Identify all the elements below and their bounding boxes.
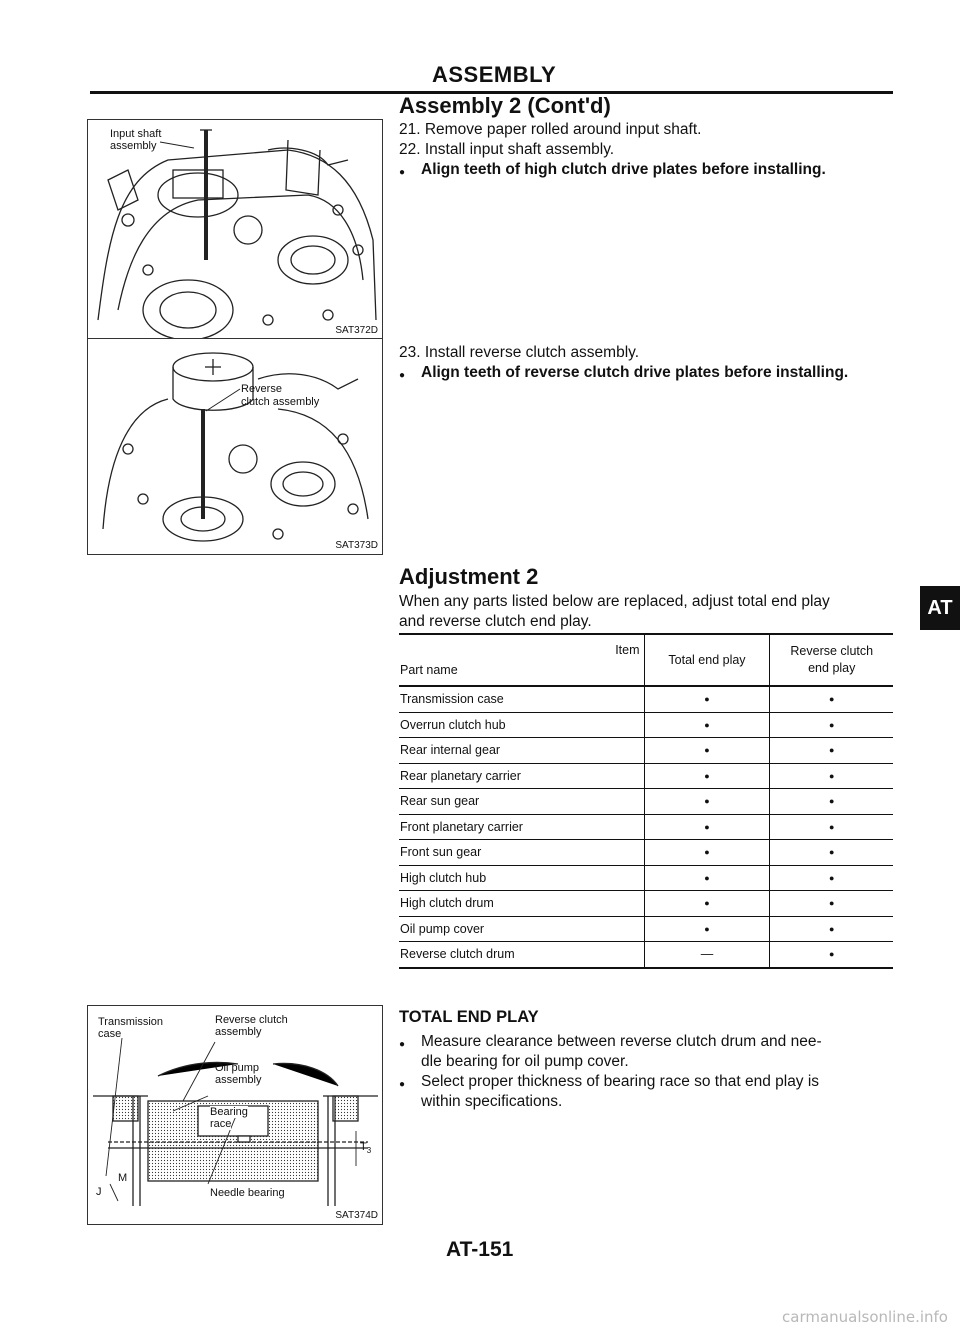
step-23: 23. Install reverse clutch assembly. (399, 344, 640, 361)
reverse-end-play-cell: ● (769, 916, 893, 942)
transmission-case-label-2: case (98, 1028, 122, 1040)
input-shaft-label-1: Input shaft (110, 128, 162, 140)
total-end-play-title: TOTAL END PLAY (399, 1008, 539, 1026)
part-name-cell: Rear internal gear (399, 738, 644, 764)
total-end-play-b2-line1: ● Select proper thickness of bearing race so that end play is (421, 1072, 819, 1092)
watermark-link[interactable]: carmanualsonline.info (782, 1308, 948, 1326)
figure-id-374: SAT374D (335, 1210, 378, 1221)
table-row (399, 916, 893, 942)
total-end-play-cell: ● (644, 738, 769, 764)
table-row (399, 712, 893, 738)
part-name-cell: High clutch hub (399, 865, 644, 891)
note-22: ● Align teeth of high clutch drive plates before installing. (421, 160, 826, 180)
table-row (399, 686, 893, 712)
t3-label (360, 1141, 371, 1157)
needle-bearing-label: Needle bearing (210, 1187, 285, 1199)
j-label: J (96, 1186, 102, 1198)
total-end-play-cell: ● (644, 814, 769, 840)
total-end-play-b1-line1: ● Measure clearance between reverse clutch drum and nee- (421, 1032, 822, 1052)
subsection-title: Assembly 2 (Cont'd) (399, 93, 611, 118)
page-number: AT-151 (446, 1238, 514, 1261)
table-header-row (399, 634, 893, 686)
figure-end-play-section (87, 1005, 383, 1225)
header-reverse-end-play (769, 634, 893, 686)
reverse-clutch-label-2: assembly (215, 1026, 262, 1038)
table-row (399, 891, 893, 917)
part-name-cell: Oil pump cover (399, 916, 644, 942)
input-shaft-label-2: assembly (110, 140, 157, 152)
reverse-label-1: Reverse (241, 383, 282, 395)
total-end-play-cell: — (644, 942, 769, 968)
transmission-case-label-1: Transmission (98, 1016, 163, 1028)
reverse-label-2: clutch assembly (241, 396, 320, 408)
header-total-end-play: Total end play (644, 634, 769, 686)
oil-pump-label-2: assembly (215, 1074, 262, 1086)
total-end-play-cell: ● (644, 686, 769, 712)
section-tab-at: AT (920, 586, 960, 630)
reverse-end-play-cell: ● (769, 789, 893, 815)
bearing-race-label-1: Bearing (210, 1106, 248, 1118)
total-end-play-cell: ● (644, 712, 769, 738)
reverse-end-play-cell: ● (769, 891, 893, 917)
reverse-end-play-cell: ● (769, 686, 893, 712)
part-name-cell: Reverse clutch drum (399, 942, 644, 968)
part-name-cell: Rear sun gear (399, 789, 644, 815)
reverse-end-play-cell: ● (769, 712, 893, 738)
table-row (399, 789, 893, 815)
bearing-race-label-2: race (210, 1118, 232, 1130)
header-part-cell (399, 634, 644, 686)
section-title: ASSEMBLY (432, 62, 557, 87)
reverse-end-play-cell: ● (769, 840, 893, 866)
part-name-cell: Front planetary carrier (399, 814, 644, 840)
table-row (399, 763, 893, 789)
oil-pump-label-1: Oil pump (215, 1062, 260, 1074)
table-row (399, 814, 893, 840)
input-shaft-illustration (88, 120, 382, 339)
total-end-play-cell: ● (644, 865, 769, 891)
reverse-clutch-illustration (88, 339, 382, 554)
total-end-play-cell: ● (644, 840, 769, 866)
adjustment-title: Adjustment 2 (399, 564, 539, 589)
table-row (399, 942, 893, 968)
reverse-end-play-cell: ● (769, 942, 893, 968)
reverse-end-play-cell: ● (769, 865, 893, 891)
figure-id-373: SAT373D (335, 540, 378, 551)
adjustment-intro-1: When any parts listed below are replaced, adjust total end play (399, 593, 830, 610)
total-end-play-cell: ● (644, 763, 769, 789)
figure-input-shaft (87, 119, 383, 340)
figure-reverse-clutch (87, 338, 383, 555)
reverse-end-play-cell: ● (769, 763, 893, 789)
total-end-play-b1-line2: dle bearing for oil pump cover. (421, 1053, 629, 1070)
header-reverse-line-1: Reverse clutch (790, 644, 874, 658)
end-play-table (399, 633, 893, 969)
m-label: M (118, 1172, 128, 1184)
note-23: ● Align teeth of reverse clutch drive plates before installing. (421, 363, 848, 383)
part-name-cell: Front sun gear (399, 840, 644, 866)
part-name-cell: Transmission case (399, 686, 644, 712)
t3-letter: T (360, 1141, 367, 1153)
header-item-label: Item (615, 643, 640, 657)
total-end-play-cell: ● (644, 916, 769, 942)
total-end-play-cell: ● (644, 789, 769, 815)
header-reverse-line-2: end play (808, 661, 856, 675)
total-end-play-cell: ● (644, 891, 769, 917)
total-end-play-b2-line2: within specifications. (421, 1093, 563, 1110)
reverse-end-play-cell: ● (769, 814, 893, 840)
part-name-cell: High clutch drum (399, 891, 644, 917)
reverse-clutch-label-1: Reverse clutch (215, 1014, 288, 1026)
part-name-cell: Overrun clutch hub (399, 712, 644, 738)
step-21: 21. Remove paper rolled around input shaft. (399, 121, 702, 138)
t3-subscript: 3 (366, 1146, 372, 1156)
table-row (399, 840, 893, 866)
part-name-cell: Rear planetary carrier (399, 763, 644, 789)
adjustment-intro-2: and reverse clutch end play. (399, 613, 592, 630)
table-row (399, 738, 893, 764)
figure-id-372: SAT372D (335, 325, 378, 336)
reverse-end-play-cell: ● (769, 738, 893, 764)
step-22: 22. Install input shaft assembly. (399, 141, 615, 158)
header-part-label: Part name (400, 663, 458, 677)
table-row (399, 865, 893, 891)
